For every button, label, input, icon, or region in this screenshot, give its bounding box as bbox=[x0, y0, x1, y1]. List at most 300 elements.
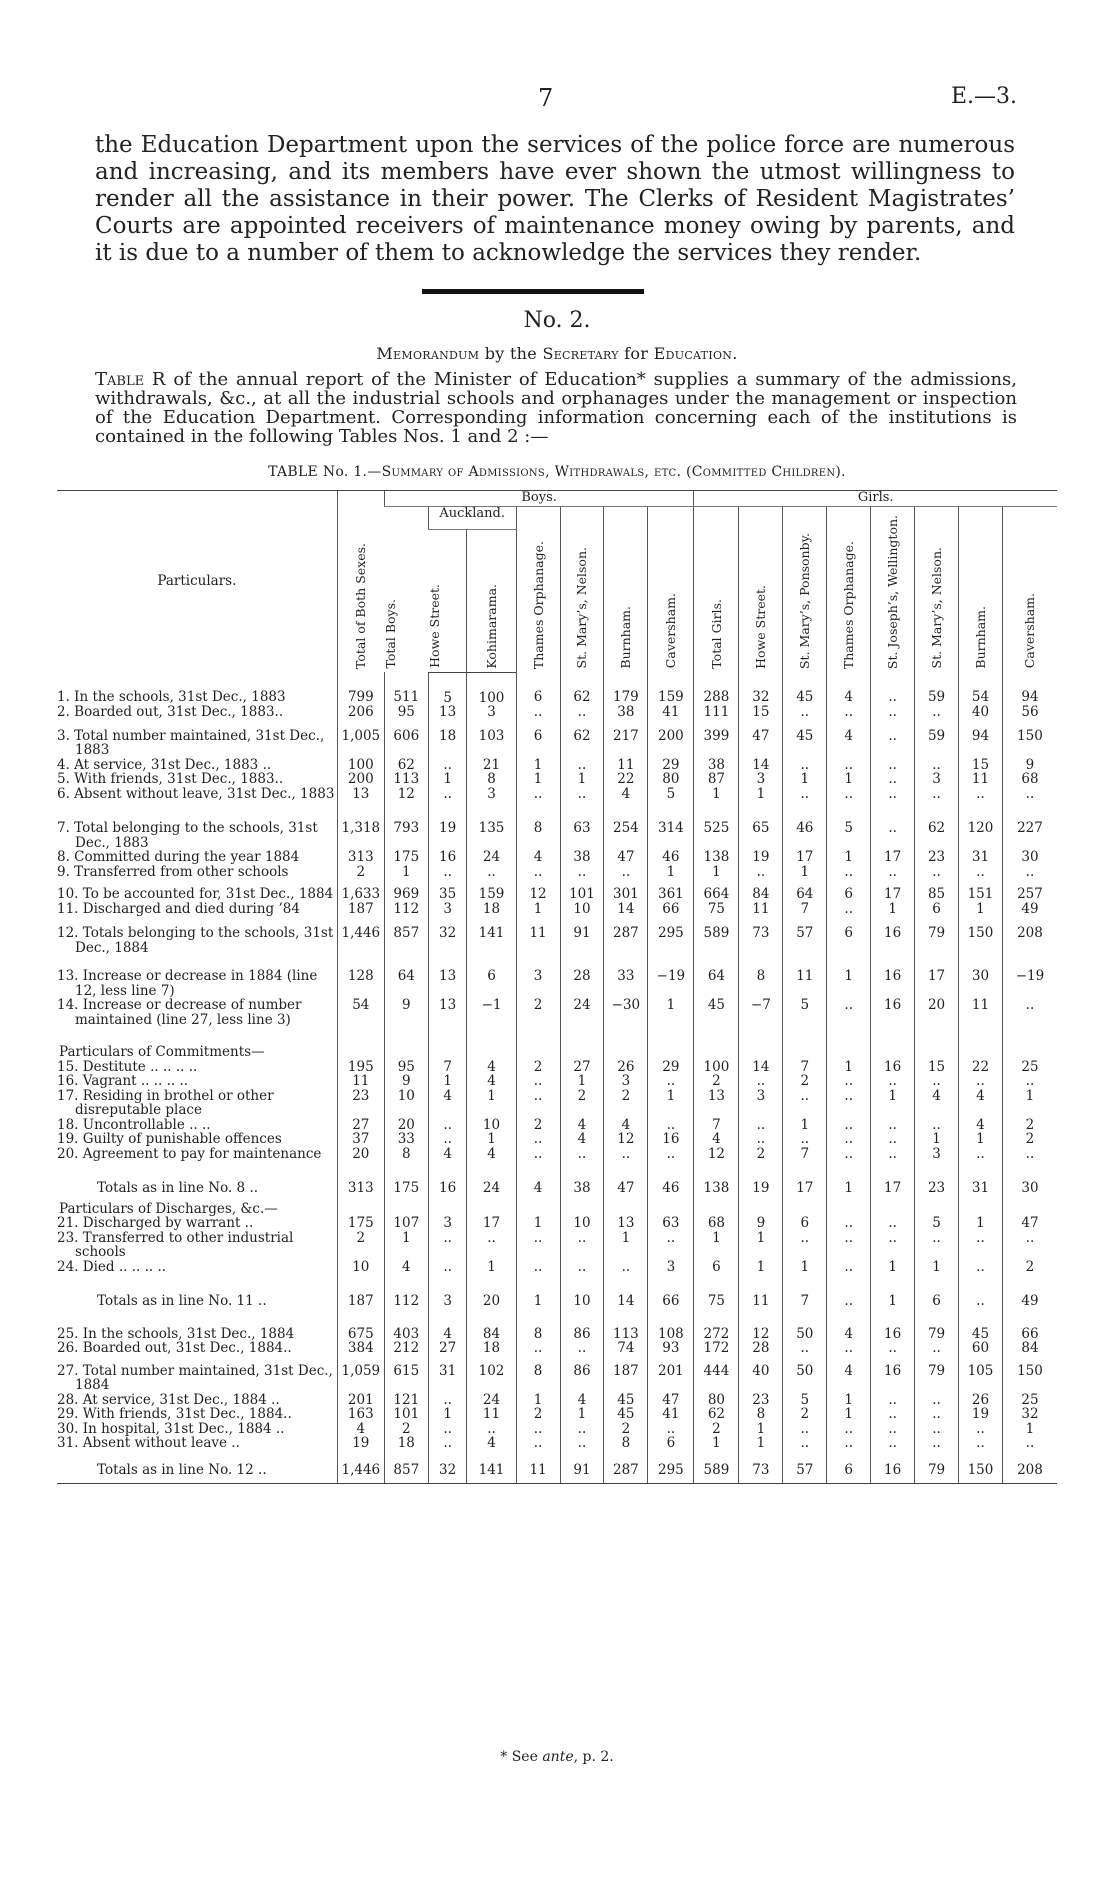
cell: 7 bbox=[783, 1060, 827, 1075]
cell: 8 bbox=[739, 1407, 783, 1422]
cell: 2 bbox=[384, 1422, 428, 1437]
cell: .. bbox=[827, 1074, 871, 1089]
cell: 11 bbox=[783, 969, 827, 998]
particulars-header: Particulars. bbox=[57, 491, 337, 673]
cell: 5 bbox=[648, 787, 694, 802]
cell: 1 bbox=[739, 787, 783, 802]
cell: .. bbox=[959, 1436, 1003, 1451]
cell: 1 bbox=[384, 865, 428, 880]
cell: .. bbox=[516, 1089, 560, 1118]
cell: .. bbox=[783, 1422, 827, 1437]
cell: 11 bbox=[516, 1457, 560, 1484]
cell: 31 bbox=[959, 850, 1003, 865]
cell bbox=[915, 1202, 959, 1217]
cell: .. bbox=[560, 1147, 604, 1162]
table-row bbox=[57, 1364, 1057, 1393]
cell: .. bbox=[871, 1341, 915, 1356]
cell: 1 bbox=[648, 998, 694, 1027]
boys-header: Boys. bbox=[384, 491, 694, 507]
spacer-cell bbox=[560, 1161, 604, 1175]
cell: .. bbox=[915, 1231, 959, 1260]
table-row bbox=[57, 787, 1057, 802]
cell: 68 bbox=[1002, 772, 1057, 787]
cell: 1,059 bbox=[337, 1364, 384, 1393]
cell: 108 bbox=[648, 1327, 694, 1342]
cell: .. bbox=[871, 705, 915, 720]
cell: .. bbox=[428, 1436, 467, 1451]
cell: 31 bbox=[959, 1175, 1003, 1202]
cell: 23 bbox=[915, 1175, 959, 1202]
cell: 47 bbox=[604, 850, 648, 865]
cell: 12 bbox=[384, 787, 428, 802]
cell: 12 bbox=[604, 1132, 648, 1147]
cell: 26 bbox=[959, 1393, 1003, 1408]
cell: 30 bbox=[1002, 850, 1057, 865]
spacer-cell bbox=[783, 955, 827, 969]
spacer-cell bbox=[1002, 1315, 1057, 1327]
cell: 1 bbox=[516, 902, 560, 917]
cell: .. bbox=[915, 787, 959, 802]
cell: 80 bbox=[648, 772, 694, 787]
cell: .. bbox=[783, 705, 827, 720]
document-reference: E.—3. bbox=[950, 84, 1017, 109]
spacer-cell bbox=[827, 955, 871, 969]
spacer-cell bbox=[739, 955, 783, 969]
row-label: 13. Increase or decrease in 1884 (line 12, less line 7) bbox=[57, 968, 318, 999]
cell: 62 bbox=[915, 821, 959, 850]
cell: 1 bbox=[1002, 1089, 1057, 1118]
cell: 5 bbox=[827, 821, 871, 850]
cell: 30 bbox=[959, 969, 1003, 998]
row-label: Totals as in line No. 8 .. bbox=[97, 1180, 259, 1197]
cell: 175 bbox=[384, 1175, 428, 1202]
cell: .. bbox=[783, 1231, 827, 1260]
cell: 17 bbox=[871, 850, 915, 865]
cell: 4 bbox=[337, 1422, 384, 1437]
cell: 4 bbox=[827, 672, 871, 705]
cell: 11 bbox=[604, 758, 648, 773]
spacer-cell bbox=[604, 1027, 648, 1045]
cell bbox=[467, 1045, 516, 1060]
spacer-cell bbox=[428, 1027, 467, 1045]
cell bbox=[516, 1202, 560, 1217]
cell: .. bbox=[1002, 1436, 1057, 1451]
cell: 1 bbox=[739, 1436, 783, 1451]
cell: .. bbox=[827, 998, 871, 1027]
cell: 35 bbox=[428, 887, 467, 902]
cell: 17 bbox=[871, 1175, 915, 1202]
cell: 799 bbox=[337, 672, 384, 705]
cell: 1 bbox=[560, 772, 604, 787]
cell: .. bbox=[428, 1132, 467, 1147]
cell: 208 bbox=[1002, 1457, 1057, 1484]
spacer-cell bbox=[516, 1161, 560, 1175]
cell: 1 bbox=[871, 1089, 915, 1118]
spacer-cell bbox=[871, 1161, 915, 1175]
cell: .. bbox=[915, 705, 959, 720]
girls-col-header: St. Mary’s, Ponsonby. bbox=[783, 506, 827, 672]
cell: 100 bbox=[467, 672, 516, 705]
cell: 1 bbox=[827, 1060, 871, 1075]
row-label: 20. Agreement to pay for maintenance bbox=[57, 1145, 322, 1162]
cell: .. bbox=[739, 865, 783, 880]
cell: 4 bbox=[915, 1089, 959, 1118]
cell: 87 bbox=[694, 772, 739, 787]
cell: 1 bbox=[516, 772, 560, 787]
section-number: No. 2. bbox=[523, 308, 591, 333]
spacer-cell bbox=[694, 1161, 739, 1175]
cell: 11 bbox=[959, 998, 1003, 1027]
cell: 16 bbox=[871, 969, 915, 998]
cell: 5 bbox=[783, 1393, 827, 1408]
cell: 3 bbox=[915, 772, 959, 787]
spacer-cell bbox=[959, 955, 1003, 969]
cell: 606 bbox=[384, 729, 428, 758]
cell: 2 bbox=[1002, 1260, 1057, 1275]
spacer-cell bbox=[384, 1161, 428, 1175]
spacer-cell bbox=[783, 801, 827, 821]
cell: 1 bbox=[428, 772, 467, 787]
cell: 444 bbox=[694, 1364, 739, 1393]
table-row bbox=[57, 1341, 1057, 1356]
cell: 20 bbox=[337, 1147, 384, 1162]
cell: 857 bbox=[384, 926, 428, 955]
cell: 1,446 bbox=[337, 1457, 384, 1484]
row-label: 6. Absent without leave, 31st Dec., 1883 bbox=[57, 785, 335, 802]
boys-col-header: Howe Street. bbox=[428, 530, 467, 673]
cell: 12 bbox=[739, 1327, 783, 1342]
cell: 62 bbox=[694, 1407, 739, 1422]
cell: 295 bbox=[648, 926, 694, 955]
auckland-header: Auckland. bbox=[428, 506, 516, 530]
cell: 33 bbox=[384, 1132, 428, 1147]
spacer-cell bbox=[516, 1274, 560, 1288]
spacer-cell bbox=[694, 1027, 739, 1045]
cell: .. bbox=[871, 1393, 915, 1408]
cell bbox=[648, 1202, 694, 1217]
cell: 403 bbox=[384, 1327, 428, 1342]
row-label: 12. Totals belonging to the schools, 31st Dec., 1884 bbox=[57, 925, 334, 956]
cell: 1 bbox=[560, 1407, 604, 1422]
spacer-cell bbox=[604, 1274, 648, 1288]
row-label: 17. Residing in brothel or other disreputable place bbox=[57, 1087, 274, 1119]
cell: .. bbox=[516, 1436, 560, 1451]
table-row bbox=[57, 1407, 1057, 1422]
cell: .. bbox=[959, 1147, 1003, 1162]
cell: 1 bbox=[467, 1132, 516, 1147]
spacer-cell bbox=[648, 1161, 694, 1175]
cell: 10 bbox=[560, 1216, 604, 1231]
cell bbox=[337, 1202, 384, 1217]
cell bbox=[959, 1202, 1003, 1217]
cell: 54 bbox=[337, 998, 384, 1027]
cell: 16 bbox=[871, 1327, 915, 1342]
cell: 1 bbox=[871, 902, 915, 917]
spacer-cell bbox=[337, 1027, 384, 1045]
cell: 47 bbox=[1002, 1216, 1057, 1231]
spacer-cell bbox=[959, 1315, 1003, 1327]
cell: 4 bbox=[560, 1393, 604, 1408]
spacer-cell bbox=[648, 955, 694, 969]
cell: 589 bbox=[694, 1457, 739, 1484]
cell: 64 bbox=[783, 887, 827, 902]
cell: 1 bbox=[827, 1175, 871, 1202]
cell: 3 bbox=[428, 902, 467, 917]
cell: .. bbox=[428, 1231, 467, 1260]
cell: 94 bbox=[1002, 672, 1057, 705]
cell: 1 bbox=[739, 1260, 783, 1275]
table-row bbox=[57, 1260, 1057, 1275]
cell: .. bbox=[871, 1132, 915, 1147]
cell: 138 bbox=[694, 850, 739, 865]
memo-word: Memorandum bbox=[376, 344, 480, 363]
spacer-cell bbox=[915, 1274, 959, 1288]
spacer-cell bbox=[1002, 955, 1057, 969]
cell: .. bbox=[827, 1422, 871, 1437]
cell: −19 bbox=[648, 969, 694, 998]
cell: .. bbox=[560, 1436, 604, 1451]
cell: 1 bbox=[783, 772, 827, 787]
cell: .. bbox=[915, 865, 959, 880]
cell: 66 bbox=[1002, 1327, 1057, 1342]
table-title-rest: Summary of Admissions, Withdrawals, etc. (Committed Children). bbox=[381, 464, 846, 480]
table-row bbox=[57, 1327, 1057, 1342]
cell: .. bbox=[915, 758, 959, 773]
cell: 179 bbox=[604, 672, 648, 705]
cell: 399 bbox=[694, 729, 739, 758]
cell: 3 bbox=[467, 705, 516, 720]
cell: .. bbox=[827, 1089, 871, 1118]
cell: 138 bbox=[694, 1175, 739, 1202]
cell: 1 bbox=[783, 1118, 827, 1133]
cell: .. bbox=[915, 1118, 959, 1133]
cell: .. bbox=[871, 729, 915, 758]
table-row bbox=[57, 969, 1057, 998]
girls-col-header: Thames Orphanage. bbox=[827, 506, 871, 672]
total-both-header: Total of Both Sexes. bbox=[337, 491, 384, 673]
cell: 128 bbox=[337, 969, 384, 998]
cell: 1 bbox=[915, 1260, 959, 1275]
cell: 102 bbox=[467, 1364, 516, 1393]
cell: .. bbox=[560, 758, 604, 773]
row-label: Particulars of Discharges, &c.— bbox=[59, 1200, 278, 1217]
cell: 1 bbox=[827, 1393, 871, 1408]
row-label: 2. Boarded out, 31st Dec., 1883.. bbox=[57, 704, 284, 721]
cell: 1 bbox=[694, 787, 739, 802]
cell: 113 bbox=[384, 772, 428, 787]
memo-by: by the bbox=[484, 344, 538, 363]
cell: .. bbox=[783, 1089, 827, 1118]
cell: 4 bbox=[428, 1089, 467, 1118]
cell: 1 bbox=[739, 1422, 783, 1437]
cell: 38 bbox=[560, 850, 604, 865]
cell: 7 bbox=[783, 1288, 827, 1315]
cell bbox=[1002, 1202, 1057, 1217]
cell: 29 bbox=[648, 1060, 694, 1075]
cell: .. bbox=[871, 821, 915, 850]
table-row bbox=[57, 1074, 1057, 1089]
spacer-cell bbox=[428, 1161, 467, 1175]
cell: 12 bbox=[694, 1147, 739, 1162]
cell: 1 bbox=[648, 865, 694, 880]
cell: .. bbox=[827, 1118, 871, 1133]
cell: 6 bbox=[648, 1436, 694, 1451]
cell: 4 bbox=[827, 1327, 871, 1342]
spacer-cell bbox=[467, 1027, 516, 1045]
cell: 15 bbox=[959, 758, 1003, 773]
cell: 4 bbox=[604, 787, 648, 802]
boys-col-header: Caversham. bbox=[648, 506, 694, 672]
cell: .. bbox=[560, 787, 604, 802]
cell: 8 bbox=[467, 772, 516, 787]
cell: 793 bbox=[384, 821, 428, 850]
cell: 313 bbox=[337, 1175, 384, 1202]
cell: 288 bbox=[694, 672, 739, 705]
cell: .. bbox=[827, 1341, 871, 1356]
row-label: 4. At service, 31st Dec., 1883 .. bbox=[57, 756, 272, 773]
cell: .. bbox=[827, 1147, 871, 1162]
spacer-cell bbox=[337, 1161, 384, 1175]
row-spacer bbox=[57, 1027, 1057, 1045]
cell: 101 bbox=[560, 887, 604, 902]
cell: 100 bbox=[694, 1060, 739, 1075]
cell: 857 bbox=[384, 1457, 428, 1484]
cell: .. bbox=[648, 1147, 694, 1162]
spacer-cell bbox=[915, 801, 959, 821]
cell: .. bbox=[871, 758, 915, 773]
cell: 150 bbox=[1002, 729, 1057, 758]
cell: 187 bbox=[604, 1364, 648, 1393]
cell bbox=[694, 1045, 739, 1060]
cell: 3 bbox=[739, 1089, 783, 1118]
cell: 4 bbox=[516, 1175, 560, 1202]
cell: .. bbox=[516, 1260, 560, 1275]
cell bbox=[516, 1045, 560, 1060]
cell: 3 bbox=[516, 969, 560, 998]
cell: 172 bbox=[694, 1341, 739, 1356]
cell: 200 bbox=[648, 729, 694, 758]
cell: .. bbox=[428, 787, 467, 802]
cell: .. bbox=[827, 1132, 871, 1147]
girls-col-header: Howe Street. bbox=[739, 506, 783, 672]
spacer-cell bbox=[337, 1315, 384, 1327]
cell: .. bbox=[827, 1216, 871, 1231]
spacer-cell bbox=[467, 1274, 516, 1288]
cell: 3 bbox=[604, 1074, 648, 1089]
cell: 120 bbox=[959, 821, 1003, 850]
spacer-cell bbox=[384, 1274, 428, 1288]
table-word: Table bbox=[95, 369, 145, 390]
cell: .. bbox=[915, 1407, 959, 1422]
spacer-cell bbox=[604, 1161, 648, 1175]
cell: .. bbox=[871, 1422, 915, 1437]
cell: .. bbox=[467, 1231, 516, 1260]
cell: 18 bbox=[384, 1436, 428, 1451]
cell: .. bbox=[516, 865, 560, 880]
cell: 54 bbox=[959, 672, 1003, 705]
row-label: Particulars of Commitments— bbox=[59, 1044, 265, 1061]
cell: .. bbox=[560, 1341, 604, 1356]
cell: 16 bbox=[871, 998, 915, 1027]
cell: 17 bbox=[783, 850, 827, 865]
cell: 1 bbox=[915, 1132, 959, 1147]
cell: .. bbox=[827, 758, 871, 773]
cell: .. bbox=[959, 1074, 1003, 1089]
memo-secretary: Secretary bbox=[542, 344, 619, 363]
table-title-prefix: TABLE No. 1.— bbox=[268, 464, 382, 480]
cell: 38 bbox=[694, 758, 739, 773]
spacer-cell bbox=[959, 1274, 1003, 1288]
row-spacer bbox=[57, 1315, 1057, 1327]
cell: 27 bbox=[337, 1118, 384, 1133]
cell: .. bbox=[871, 1231, 915, 1260]
spacer-cell bbox=[959, 801, 1003, 821]
cell: 38 bbox=[560, 1175, 604, 1202]
memo-heading bbox=[0, 344, 1114, 363]
cell bbox=[384, 1045, 428, 1060]
cell: −7 bbox=[739, 998, 783, 1027]
cell: .. bbox=[516, 1341, 560, 1356]
cell: 19 bbox=[959, 1407, 1003, 1422]
cell: .. bbox=[560, 705, 604, 720]
cell: 15 bbox=[739, 705, 783, 720]
row-label: 21. Discharged by warrant .. bbox=[57, 1215, 254, 1232]
cell: 107 bbox=[384, 1216, 428, 1231]
cell: 257 bbox=[1002, 887, 1057, 902]
cell: 13 bbox=[428, 705, 467, 720]
cell: 46 bbox=[648, 850, 694, 865]
spacer-cell bbox=[57, 1027, 337, 1045]
cell: 24 bbox=[467, 1393, 516, 1408]
table-title bbox=[0, 464, 1114, 480]
spacer-cell bbox=[827, 801, 871, 821]
footnote bbox=[0, 1749, 1114, 1765]
cell: 511 bbox=[384, 672, 428, 705]
cell bbox=[827, 1202, 871, 1217]
cell: .. bbox=[915, 1341, 959, 1356]
spacer-cell bbox=[915, 1315, 959, 1327]
cell: 9 bbox=[384, 1074, 428, 1089]
cell: 1 bbox=[1002, 1422, 1057, 1437]
cell: .. bbox=[516, 1147, 560, 1162]
cell: .. bbox=[467, 1422, 516, 1437]
cell: 1 bbox=[604, 1231, 648, 1260]
girls-col-header: St. Mary’s, Nelson. bbox=[915, 506, 959, 672]
cell: .. bbox=[915, 1436, 959, 1451]
girls-col-header: St. Joseph’s, Wellington. bbox=[871, 506, 915, 672]
cell: 17 bbox=[783, 1175, 827, 1202]
cell: 4 bbox=[560, 1118, 604, 1133]
spacer-cell bbox=[428, 1274, 467, 1288]
spacer-cell bbox=[604, 1315, 648, 1327]
cell: 200 bbox=[337, 772, 384, 787]
cell: .. bbox=[648, 1422, 694, 1437]
cell: 27 bbox=[428, 1341, 467, 1356]
cell: 1 bbox=[827, 969, 871, 998]
cell: 11 bbox=[959, 772, 1003, 787]
spacer-cell bbox=[871, 955, 915, 969]
cell: 212 bbox=[384, 1341, 428, 1356]
cell: 272 bbox=[694, 1327, 739, 1342]
cell: 22 bbox=[604, 772, 648, 787]
cell: 19 bbox=[337, 1436, 384, 1451]
cell: 75 bbox=[694, 1288, 739, 1315]
cell bbox=[827, 1045, 871, 1060]
cell: 6 bbox=[915, 1288, 959, 1315]
cell: 1 bbox=[959, 1216, 1003, 1231]
cell: 19 bbox=[739, 850, 783, 865]
row-label: 10. To be accounted for, 31st Dec., 1884 bbox=[57, 886, 334, 903]
